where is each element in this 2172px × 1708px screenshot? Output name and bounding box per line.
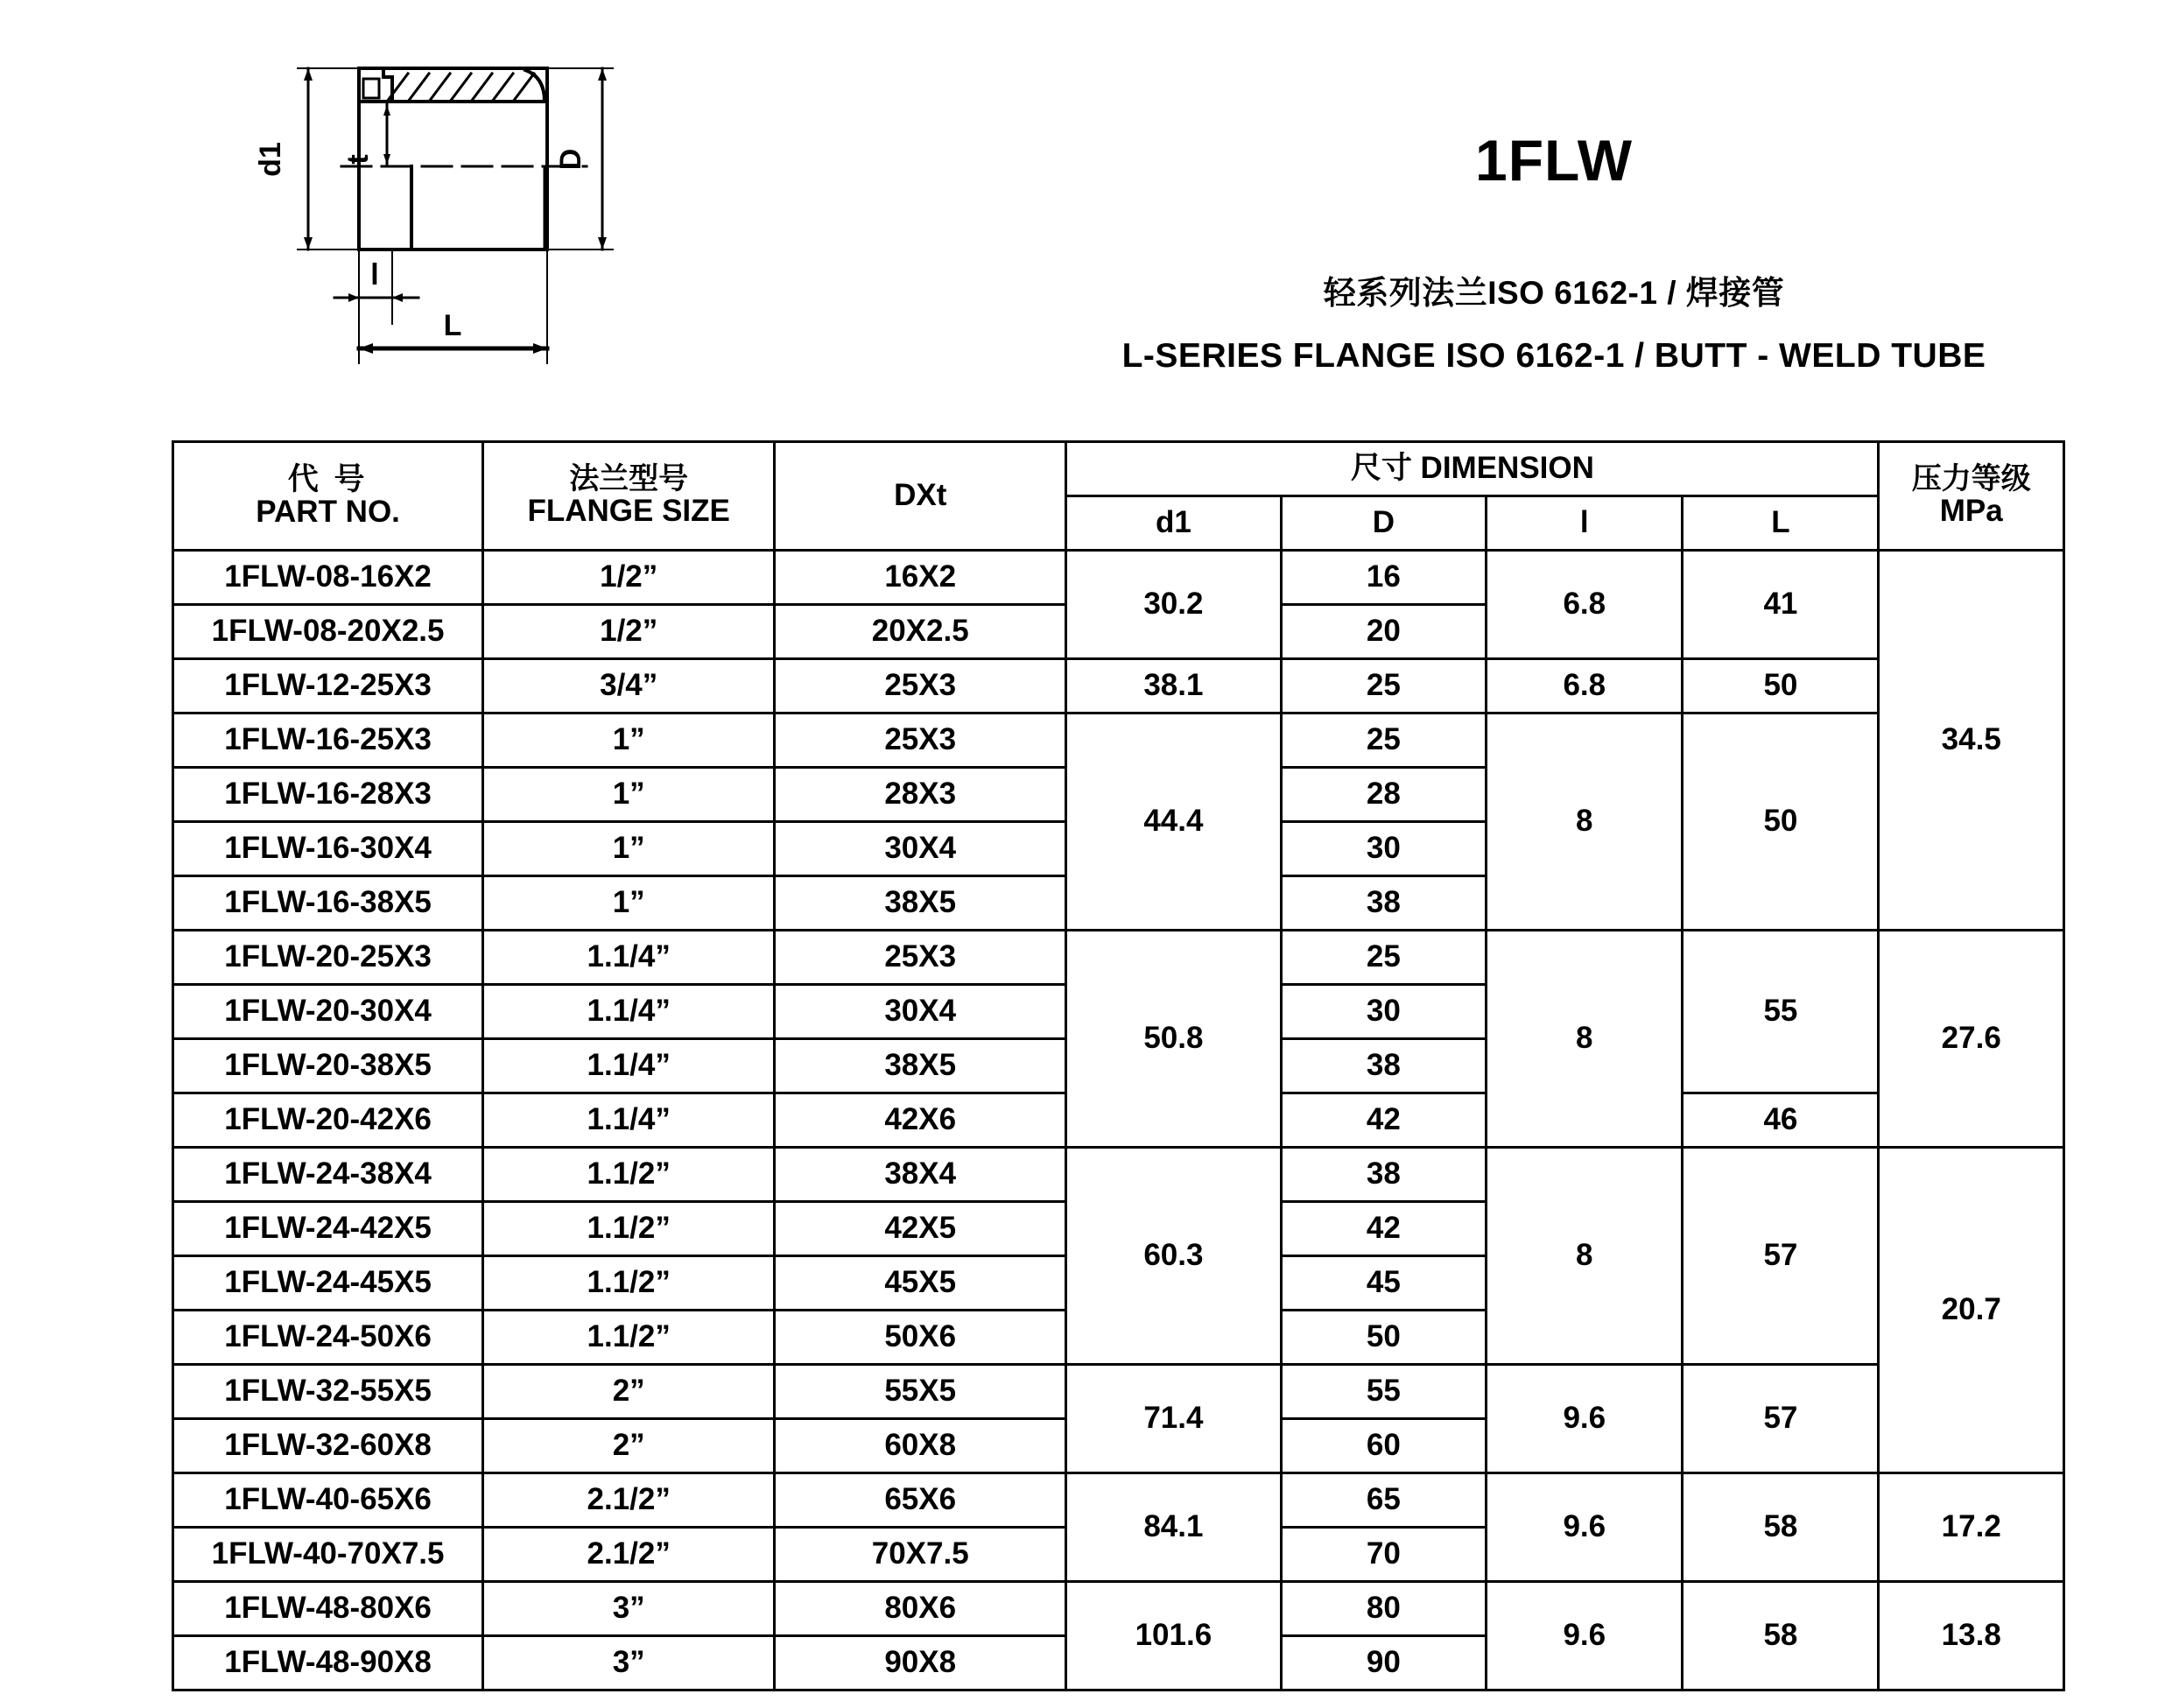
column-header-part-no	[173, 442, 483, 551]
header-area	[0, 0, 2172, 411]
cell-part-no: 1FLW-08-16X2	[173, 551, 483, 605]
cell-dxt: 30X4	[775, 822, 1066, 876]
flange-tube-section-drawing	[236, 35, 779, 385]
cell-flange-size: 2”	[483, 1365, 775, 1419]
cell-part-no: 1FLW-16-28X3	[173, 768, 483, 822]
cell-flange-size: 1.1/2”	[483, 1256, 775, 1311]
cell-D: 20	[1281, 605, 1487, 659]
cell-dxt: 50X6	[775, 1311, 1066, 1365]
cell-D: 42	[1281, 1093, 1487, 1148]
column-header-part-no-en: PART NO.	[256, 494, 400, 529]
cell-flange-size: 2.1/2”	[483, 1528, 775, 1582]
cell-part-no: 1FLW-16-30X4	[173, 822, 483, 876]
cell-dxt: 28X3	[775, 768, 1066, 822]
cell-dxt: 38X4	[775, 1148, 1066, 1202]
cell-flange-size: 2.1/2”	[483, 1473, 775, 1528]
table-header-row-1	[173, 442, 2064, 496]
cell-dxt: 55X5	[775, 1365, 1066, 1419]
table-body	[173, 551, 2064, 1690]
cell-L: 58	[1683, 1582, 1879, 1690]
cell-d1: 38.1	[1066, 659, 1281, 713]
page-title: 1FLW	[1475, 128, 1633, 193]
cell-d1: 30.2	[1066, 551, 1281, 659]
cell-flange-size: 1”	[483, 822, 775, 876]
cell-part-no: 1FLW-16-38X5	[173, 876, 483, 931]
cell-D: 38	[1281, 1039, 1487, 1093]
column-header-d1: d1	[1066, 496, 1281, 551]
cell-flange-size: 1”	[483, 876, 775, 931]
cell-L: 58	[1683, 1473, 1879, 1582]
column-header-dxt: DXt	[775, 442, 1066, 551]
table-row	[173, 1582, 2064, 1636]
cell-dxt: 20X2.5	[775, 605, 1066, 659]
cell-part-no: 1FLW-32-55X5	[173, 1365, 483, 1419]
cell-d1: 84.1	[1066, 1473, 1281, 1582]
cell-D: 38	[1281, 876, 1487, 931]
technical-drawing	[236, 35, 779, 385]
cell-d1: 71.4	[1066, 1365, 1281, 1473]
cell-mpa: 27.6	[1879, 931, 2064, 1148]
cell-L: 50	[1683, 713, 1879, 931]
cell-dxt: 25X3	[775, 931, 1066, 985]
cell-D: 80	[1281, 1582, 1487, 1636]
specification-table-wrapper	[172, 440, 2065, 1691]
cell-D: 60	[1281, 1419, 1487, 1473]
cell-l: 8	[1487, 713, 1683, 931]
cell-D: 65	[1281, 1473, 1487, 1528]
cell-L: 50	[1683, 659, 1879, 713]
column-header-part-no-cn: 代 号	[287, 461, 369, 496]
cell-D: 30	[1281, 822, 1487, 876]
cell-mpa: 20.7	[1879, 1148, 2064, 1473]
cell-part-no: 1FLW-40-70X7.5	[173, 1528, 483, 1582]
cell-L: 41	[1683, 551, 1879, 659]
column-header-dimension: 尺寸 DIMENSION	[1066, 442, 1879, 496]
cell-flange-size: 1.1/2”	[483, 1148, 775, 1202]
cell-l: 9.6	[1487, 1582, 1683, 1690]
table-row	[173, 1473, 2064, 1528]
cell-dxt: 42X5	[775, 1202, 1066, 1256]
cell-dxt: 45X5	[775, 1256, 1066, 1311]
table-header	[173, 442, 2064, 551]
cell-part-no: 1FLW-32-60X8	[173, 1419, 483, 1473]
cell-flange-size: 1”	[483, 768, 775, 822]
column-header-pressure	[1879, 442, 2064, 551]
cell-part-no: 1FLW-48-90X8	[173, 1636, 483, 1690]
table-row	[173, 1365, 2064, 1419]
table-row	[173, 659, 2064, 713]
column-header-flange-size-cn: 法兰型号	[569, 462, 689, 496]
cell-l: 6.8	[1487, 659, 1683, 713]
cell-D: 38	[1281, 1148, 1487, 1202]
specification-table	[172, 440, 2065, 1691]
cell-dxt: 25X3	[775, 659, 1066, 713]
cell-flange-size: 1.1/2”	[483, 1311, 775, 1365]
cell-l: 8	[1487, 1148, 1683, 1365]
column-header-pressure-unit: MPa	[1939, 493, 2003, 528]
cell-flange-size: 1.1/4”	[483, 1039, 775, 1093]
cell-dxt: 42X6	[775, 1093, 1066, 1148]
column-header-flange-size-en: FLANGE SIZE	[527, 493, 730, 528]
cell-part-no: 1FLW-16-25X3	[173, 713, 483, 768]
cell-D: 90	[1281, 1636, 1487, 1690]
cell-L: 46	[1683, 1093, 1879, 1148]
cell-dxt: 70X7.5	[775, 1528, 1066, 1582]
cell-flange-size: 3/4”	[483, 659, 775, 713]
cell-D: 25	[1281, 659, 1487, 713]
cell-dxt: 90X8	[775, 1636, 1066, 1690]
cell-part-no: 1FLW-20-30X4	[173, 985, 483, 1039]
cell-D: 42	[1281, 1202, 1487, 1256]
table-row	[173, 551, 2064, 605]
cell-mpa: 17.2	[1879, 1473, 2064, 1582]
cell-part-no: 1FLW-48-80X6	[173, 1582, 483, 1636]
title-block	[1016, 128, 2092, 376]
cell-dxt: 25X3	[775, 713, 1066, 768]
column-header-D: D	[1281, 496, 1487, 551]
cell-part-no: 1FLW-24-45X5	[173, 1256, 483, 1311]
cell-part-no: 1FLW-08-20X2.5	[173, 605, 483, 659]
column-header-l: l	[1487, 496, 1683, 551]
cell-flange-size: 3”	[483, 1582, 775, 1636]
drawing-label-L: L	[443, 309, 462, 342]
cell-part-no: 1FLW-24-38X4	[173, 1148, 483, 1202]
cell-part-no: 1FLW-40-65X6	[173, 1473, 483, 1528]
cell-part-no: 1FLW-20-38X5	[173, 1039, 483, 1093]
cell-flange-size: 1.1/4”	[483, 1093, 775, 1148]
cell-part-no: 1FLW-12-25X3	[173, 659, 483, 713]
cell-dxt: 38X5	[775, 876, 1066, 931]
subtitle-english: L-SERIES FLANGE ISO 6162-1 / BUTT - WELD TUBE	[1121, 336, 1986, 375]
drawing-label-t: t	[341, 154, 375, 165]
cell-D: 45	[1281, 1256, 1487, 1311]
drawing-label-D: D	[554, 148, 587, 171]
cell-dxt: 30X4	[775, 985, 1066, 1039]
cell-D: 16	[1281, 551, 1487, 605]
cell-part-no: 1FLW-24-50X6	[173, 1311, 483, 1365]
cell-dxt: 38X5	[775, 1039, 1066, 1093]
column-header-flange-size	[483, 442, 775, 551]
cell-dxt: 80X6	[775, 1582, 1066, 1636]
cell-D: 25	[1281, 713, 1487, 768]
cell-flange-size: 1/2”	[483, 551, 775, 605]
cell-mpa: 13.8	[1879, 1582, 2064, 1690]
cell-L: 55	[1683, 931, 1879, 1093]
cell-flange-size: 1.1/4”	[483, 931, 775, 985]
cell-dxt: 65X6	[775, 1473, 1066, 1528]
cell-dxt: 60X8	[775, 1419, 1066, 1473]
cell-D: 50	[1281, 1311, 1487, 1365]
subtitle-chinese: 轻系列法兰ISO 6162-1 / 焊接管	[1323, 275, 1785, 311]
cell-D: 70	[1281, 1528, 1487, 1582]
cell-d1: 101.6	[1066, 1582, 1281, 1690]
cell-D: 25	[1281, 931, 1487, 985]
column-header-pressure-cn: 压力等级	[1911, 462, 2031, 496]
cell-part-no: 1FLW-24-42X5	[173, 1202, 483, 1256]
cell-l: 9.6	[1487, 1473, 1683, 1582]
cell-flange-size: 1.1/4”	[483, 985, 775, 1039]
cell-l: 6.8	[1487, 551, 1683, 659]
cell-flange-size: 1/2”	[483, 605, 775, 659]
cell-d1: 60.3	[1066, 1148, 1281, 1365]
table-row	[173, 713, 2064, 768]
cell-part-no: 1FLW-20-25X3	[173, 931, 483, 985]
cell-l: 9.6	[1487, 1365, 1683, 1473]
cell-d1: 50.8	[1066, 931, 1281, 1148]
cell-D: 30	[1281, 985, 1487, 1039]
column-header-L: L	[1683, 496, 1879, 551]
cell-D: 28	[1281, 768, 1487, 822]
cell-mpa: 34.5	[1879, 551, 2064, 931]
cell-L: 57	[1683, 1365, 1879, 1473]
cell-D: 55	[1281, 1365, 1487, 1419]
cell-flange-size: 1.1/2”	[483, 1202, 775, 1256]
cell-flange-size: 1”	[483, 713, 775, 768]
cell-l: 8	[1487, 931, 1683, 1148]
table-row	[173, 1148, 2064, 1202]
cell-flange-size: 3”	[483, 1636, 775, 1690]
cell-L: 57	[1683, 1148, 1879, 1365]
cell-d1: 44.4	[1066, 713, 1281, 931]
cell-flange-size: 2”	[483, 1419, 775, 1473]
cell-dxt: 16X2	[775, 551, 1066, 605]
drawing-label-l: l	[370, 258, 379, 292]
cell-part-no: 1FLW-20-42X6	[173, 1093, 483, 1148]
table-row	[173, 931, 2064, 985]
drawing-label-d1: d1	[254, 142, 287, 177]
